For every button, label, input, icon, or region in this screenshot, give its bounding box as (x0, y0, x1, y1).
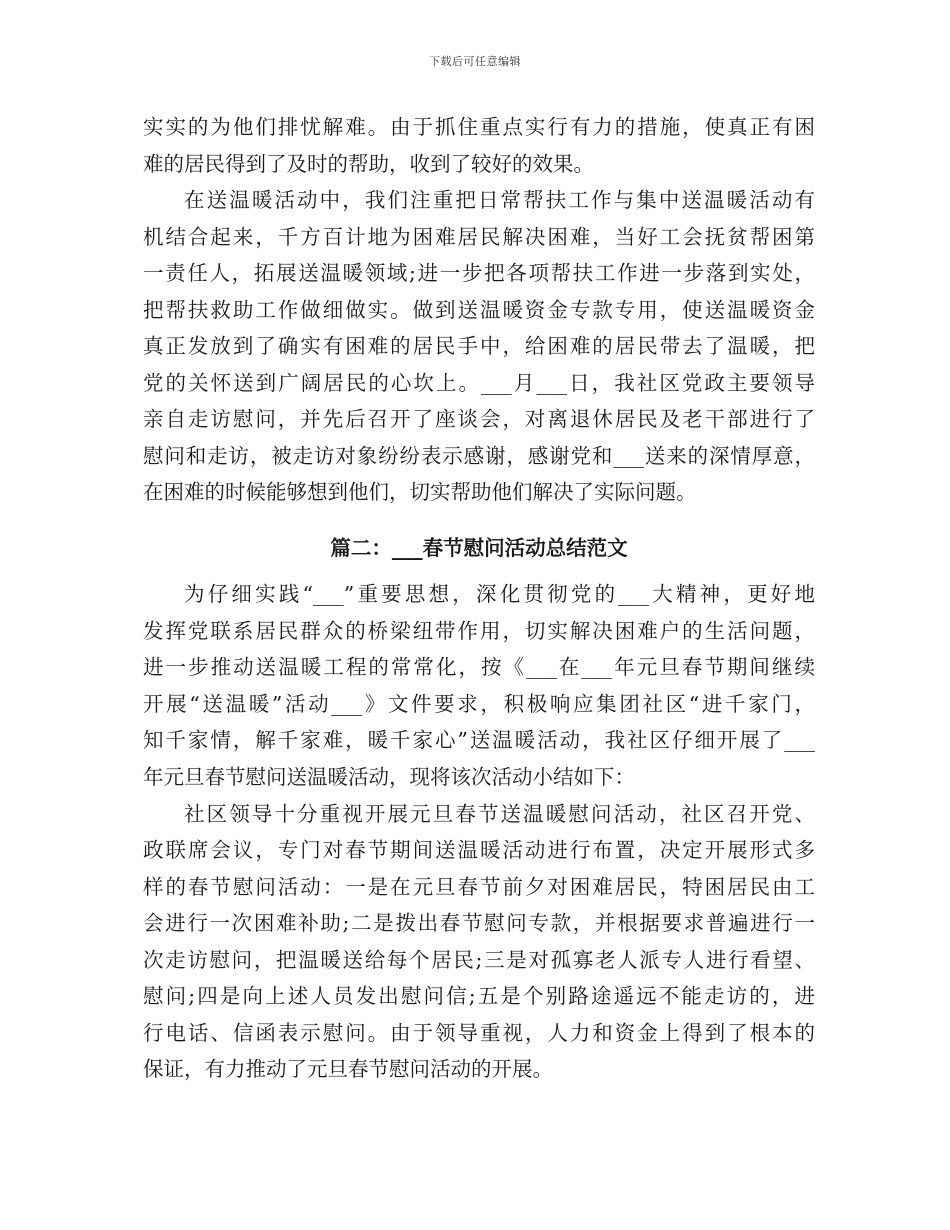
paragraph-line: 行电话、信函表示慰问。由于领导重视，人力和资金上得到了根本的 (143, 1021, 815, 1045)
paragraph-line: 政联席会议，专门对春节期间送温暖活动进行布置，决定开展形式多 (143, 838, 815, 862)
paragraph-line: 发挥党联系居民群众的桥梁纽带作用，切实解决困难户的生活问题， (143, 619, 815, 643)
paragraph-line: 难的居民得到了及时的帮助，收到了较好的效果。 (143, 152, 594, 176)
paragraph-line: 慰问;四是向上述人员发出慰问信;五是个别路途遥远不能走访的，进 (143, 984, 815, 1008)
page-header-note: 下载后可任意编辑 (429, 55, 521, 68)
paragraph-line: 知千家情，解千家难，暖千家心”送温暖活动，我社区仔细开展了___ (143, 728, 815, 752)
paragraph-line: 把帮扶救助工作做细做实。做到送温暖资金专款专用，使送温暖资金 (143, 298, 815, 322)
paragraph-line: 党的关怀送到广阔居民的心坎上。___月___日，我社区党政主要领导 (143, 371, 815, 395)
paragraph-line: 社区领导十分重视开展元旦春节送温暖慰问活动，社区召开党、 (184, 802, 815, 826)
paragraph-line: 一责任人，拓展送温暖领域;进一步把各项帮扶工作进一步落到实处， (143, 261, 815, 285)
paragraph-line: 次走访慰问，把温暖送给每个居民;三是对孤寡老人派专人进行看望、 (143, 948, 815, 972)
paragraph-line: 实实的为他们排忧解难。由于抓住重点实行有力的措施，使真正有困 (143, 115, 815, 139)
paragraph-line: 开展“送温暖”活动___》文件要求，积极响应集团社区“进千家门， (143, 692, 815, 716)
paragraph-line: 为仔细实践“___”重要思想，深化贯彻党的___大精神，更好地 (184, 582, 815, 606)
paragraph-line: 在困难的时候能够想到他们，切实帮助他们解决了实际问题。 (143, 480, 697, 504)
paragraph-line: 进一步推动送温暖工程的常常化，按《___在___年元旦春节期间继续 (143, 655, 815, 679)
paragraph-line: 在送温暖活动中，我们注重把日常帮扶工作与集中送温暖活动有 (184, 188, 815, 212)
paragraph-line: 机结合起来，千方百计地为困难居民解决困难，当好工会抚贫帮困第 (143, 225, 815, 249)
paragraph-line: 慰问和走访，被走访对象纷纷表示感谢，感谢党和___送来的深情厚意， (143, 444, 815, 468)
paragraph-line: 保证，有力推动了元旦春节慰问活动的开展。 (143, 1057, 553, 1081)
paragraph-line: 样的春节慰问活动：一是在元旦春节前夕对困难居民，特困居民由工 (143, 875, 815, 899)
section-title: 篇二：___春节慰问活动总结范文 (330, 536, 628, 560)
paragraph-line: 年元旦春节慰问送温暖活动，现将该次活动小结如下： (143, 765, 635, 789)
paragraph-line: 亲自走访慰问，并先后召开了座谈会，对离退休居民及老干部进行了 (143, 407, 815, 431)
paragraph-line: 会进行一次困难补助;二是拨出春节慰问专款，并根据要求普遍进行一 (143, 911, 815, 935)
paragraph-line: 真正发放到了确实有困难的居民手中，给困难的居民带去了温暖，把 (143, 334, 815, 358)
